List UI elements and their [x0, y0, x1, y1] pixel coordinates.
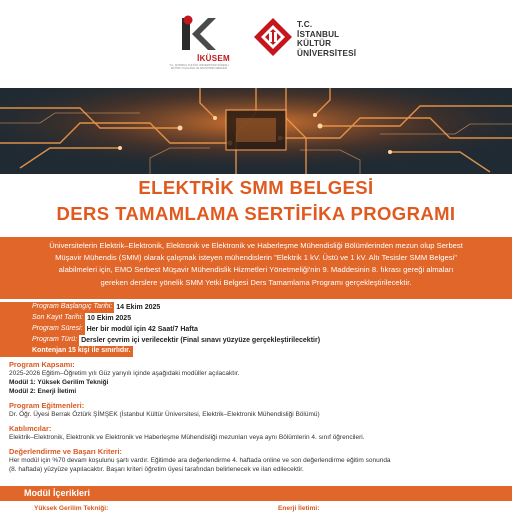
- section-text: Her modül için %70 devam koşulunu şartı vardır. Eğitimde ara değerlendirme 4. haftada online ve son değerlendirme eğitim sonunda: [9, 457, 391, 464]
- section-heading: Değerlendirme ve Başarı Kriteri:: [9, 447, 122, 456]
- circuit-board-illustration: [0, 88, 512, 174]
- program-sections: [9, 360, 509, 479]
- section-heading: Program Eğitmenleri:: [9, 401, 85, 410]
- quota-label: Kontenjan 15 kişi ile sınırlıdır.: [0, 346, 133, 357]
- info-value: Dersler çevrim içi verilecektir (Final sınavı yüzyüze gerçekleştirilecektir): [81, 336, 321, 344]
- module-contents-heading: Modül İçerikleri: [0, 486, 512, 501]
- section-participants: [9, 424, 509, 442]
- info-row-type: [0, 335, 512, 346]
- section-instructors: [9, 401, 509, 419]
- module-2-heading: Enerji İletimi:: [278, 505, 320, 512]
- program-info: [0, 302, 512, 357]
- university-name: [297, 20, 356, 58]
- info-label: Program Süresi:: [0, 324, 85, 335]
- university-emblem-icon: [253, 17, 293, 61]
- section-heading: Program Kapsamı:: [9, 360, 75, 369]
- ikusem-logo: [168, 14, 230, 74]
- info-row-quota: [0, 346, 512, 357]
- university-logo: [253, 17, 363, 63]
- header-logos: [0, 14, 512, 74]
- university-line: KÜLTÜR: [297, 39, 332, 49]
- hero-circuit-image: [0, 88, 512, 174]
- info-value: 10 Ekim 2025: [87, 314, 132, 322]
- section-scope: [9, 360, 509, 396]
- section-text: 2025-2026 Eğitim–Öğretim yılı Güz yarıyılı içinde aşağıdaki modüller açılacaktır.: [9, 370, 240, 377]
- university-line: İSTANBUL: [297, 29, 340, 39]
- info-row-start-date: [0, 302, 512, 313]
- info-label: Son Kayıt Tarihi:: [0, 313, 85, 324]
- section-text: Dr. Öğr. Üyesi Berrak Öztürk ŞİMŞEK (İstanbul Kültür Üniversitesi, Elektrik–Elektronik Mühendisliği Bölümü): [9, 411, 320, 418]
- info-row-duration: [0, 324, 512, 335]
- ikusem-k-mark-icon: [178, 14, 218, 54]
- module-1-heading: Yüksek Gerilim Tekniği:: [34, 505, 109, 512]
- intro-line: Üniversitelerin Elektrik–Elektronik, Elektronik ve Elektronik ve Haberleşme Mühendisliği Bölümlerinden mezun olup Serbest: [49, 241, 463, 250]
- university-line: T.C.: [297, 20, 313, 29]
- ikusem-name: İKÜSEM: [197, 54, 230, 63]
- intro-line: alabilmeleri için, EMO Serbest Müşavir Mühendislik Hizmetleri Yönetmeliği'nin 9. Maddesinin 8. fıkrası gereği almaları: [58, 265, 454, 275]
- intro-band: [0, 237, 512, 299]
- info-label: Program Türü:: [0, 335, 79, 346]
- section-text: (8. haftada) yüzyüze yapılacaktır. Başarı kriteri öğretim üyesi tarafından belirlenecek ve ilan edilecektir.: [9, 466, 304, 473]
- ikusem-subtitle: T.C. İSTANBUL KÜLTÜR ÜNİVERSİTESİ SÜREKLİ EĞİTİM UYGULAMA VE ARAŞTIRMA MERKEZİ: [169, 64, 229, 70]
- intro-line: gereken derslere yönelik SMM Yetki Belgesi Ders Tamamlama Programı gerçekleştirilecektir.: [100, 277, 412, 287]
- page-title: ELEKTRİK SMM BELGESİ: [138, 177, 374, 198]
- section-text: Elektrik–Elektronik, Elektronik ve Elektronik ve Haberleşme Mühendisliği mezunları veya aynı Bölümlerin 4. sınıf öğrencileri.: [9, 434, 365, 441]
- info-row-deadline: [0, 313, 512, 324]
- section-heading: Katılımcılar:: [9, 424, 52, 433]
- intro-line: Müşavir Mühendis (SMM) olarak çalışmak isteyen mühendislerin "Elektrik 1 kV. Üstü ve 1 kV. Altı Tesisler SMM Belgesi": [55, 253, 457, 263]
- section-criteria: [9, 447, 509, 474]
- info-value: Her bir modül için 42 Saat/7 Hafta: [86, 325, 198, 333]
- info-label: Program Başlangıç Tarihi:: [0, 302, 114, 313]
- module-1-label: Modül 1: Yüksek Gerilim Tekniği: [9, 379, 109, 386]
- page-subtitle: DERS TAMAMLAMA SERTİFİKA PROGRAMI: [56, 203, 456, 224]
- university-line: ÜNİVERSİTESİ: [297, 48, 357, 58]
- module-2-label: Modül 2: Enerji İletimi: [9, 388, 77, 395]
- info-value: 14 Ekim 2025: [116, 303, 161, 311]
